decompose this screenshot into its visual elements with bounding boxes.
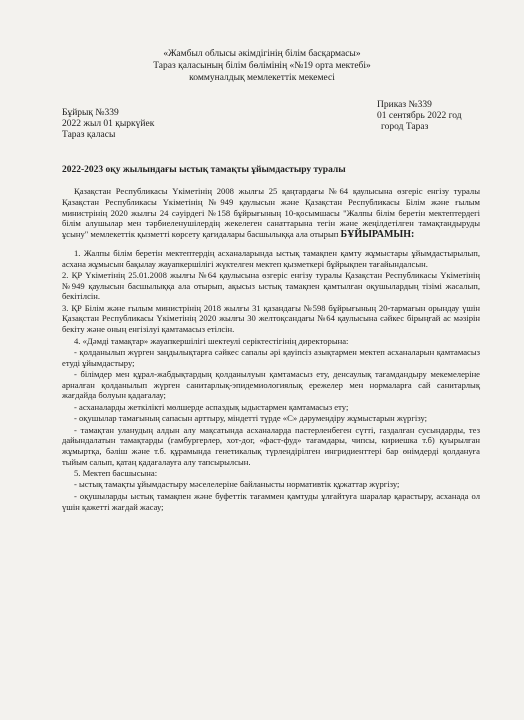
header-line-type: коммуналдық мемлекеттік мекемесі xyxy=(189,73,335,83)
list-item: - білімдер мен құрал-жабдықтардың қолданылуын қамтамасыз ету, денсаулық тағамдандыру мекемелеріне арналған қолданылып жүрген санитарлық-эпидемиологиялық ережелер мен нормаларға сай санитарлық жағдайда болуын қадағалау; xyxy=(62,368,480,401)
list-item: - оқушылар тамағының сапасын арттыру, міндетті түрде «С» дәрумендіру жұмыстарын жүргізу; xyxy=(74,413,428,424)
list-item: - қолданылып жүрген заңдылықтарға сәйкес сапалы әрі қауіпсіз азықтармен мектеп асханаларын қамтамасыз етуді ұйымдастыру; xyxy=(62,346,480,368)
list-item: - ыстық тамақты ұйымдастыру мәселелеріне байланысты нормативтік құжаттар жүргізу; xyxy=(74,479,400,490)
document-header xyxy=(0,48,524,84)
order-city-ru: город Тараз xyxy=(381,122,429,132)
list-item: - асханаларды жеткілікті мөлшерде аспаздық ыдыстармен қамтамасыз ету; xyxy=(74,401,349,412)
list-item: 3. ҚР Білім және ғылым министрінің 2018 жылғы 31 қазандағы №598 бұйрығының 20-тармағын орындау үшін Қазақстан Республикасы Үкіметінің 2020 жылғы 30 желтоқсандағы №64 қаулысына сәйкес бірыңғай ас мәзірін бекіту және оның енгізілуі қамтамасыз етілсін. xyxy=(62,302,480,335)
list-item: - оқушыларды ыстық тамақпен және буфеттік тағаммен қамтуды ұлғайтуға шаралар қарастыру, асханада ол үшін қажетті жағдай жасау; xyxy=(62,490,480,512)
preamble-text: Қазақстан Республикасы Үкіметінің 2008 жылғы 25 қаңтардағы №64 қаулысына өзгеріс енгізу туралы Қазақстан Республикасы Үкіметінің №949 қаулысын және Қазақстан Республикасы Білім және ғылым министрінің 2020 жылғы 24 сәуірдегі №158 бұйрығының 10-қосымшасы "Жалпы білім беретін мектептердегі білім алушылар мен тәрбиеленушілердің жекелеген санаттарына тегін және жеңілдетілген тамақтандыруды ұсыну" мемлекеттік қызметті көрсету қағидалары басшылыққа ала отырып xyxy=(62,186,480,239)
order-number-kz: Бұйрық №339 xyxy=(62,108,119,118)
list-item: 5. Мектеп басшысына: xyxy=(74,468,158,479)
header-line-school: Тараз қаласының білім бөлімінің «№19 орта мектебі» xyxy=(153,61,371,71)
order-date-ru: 01 сентябрь 2022 год xyxy=(377,111,462,121)
order-meta-russian xyxy=(377,100,462,133)
header-line-organization: «Жамбыл облысы әкімдігінің білім басқармасы» xyxy=(163,49,361,59)
order-meta-kazakh xyxy=(62,108,154,141)
preamble-emphasis: БҰЙЫРАМЫН: xyxy=(340,229,415,240)
list-item: - тамақтан уланудың алдын алу мақсатында асханаларда пастерленбеген сүтті, газдалған сусындарды, тез дайындалатын тамақтарды (гамбургерлер, хот-дог, «фаст-фуд» тағамдары, чипсы, кириешка т.б) қуырылған жұмыртқа, бәліш және т.б. құрамында генетикалық түрлендірілген ингридиенттері бар өнімдерді қолдануға тыйым салып, қатаң қадағалауға алу тапсырылсын. xyxy=(62,424,480,467)
list-item: 2. ҚР Үкіметінің 25.01.2008 жылғы №64 қаулысына өзгеріс енгізу туралы Қазақстан Республикасы Үкіметінің №949 қаулысын басшылыққа ала отырып, ақысыз ыстық тамақпен қамтылған оқушылардың тізімі жасалып, бекітілсін. xyxy=(62,269,480,302)
list-item: 4. «Дәмді тамақтар» жауапкершілігі шектеулі серіктестігінің директорына: xyxy=(74,335,349,346)
order-number-ru: Приказ №339 xyxy=(377,100,432,110)
order-date-kz: 2022 жыл 01 қыркүйек xyxy=(62,119,155,129)
document-title: 2022-2023 оқу жылындағы ыстық тамақты ұйымдастыру туралы xyxy=(62,165,346,175)
list-item: 1. Жалпы білім беретін мектептердің асханаларында ыстық тамақпен қамту жұмыстары ұйымдастырылып, асхана жұмысын бақылау жауапкершілігі жүктелген мектеп қызметкері бұйрықпен тағайындалсын. xyxy=(62,247,480,269)
document-body xyxy=(62,186,480,512)
order-city-kz: Тараз қаласы xyxy=(62,130,116,140)
preamble-paragraph xyxy=(62,186,480,241)
